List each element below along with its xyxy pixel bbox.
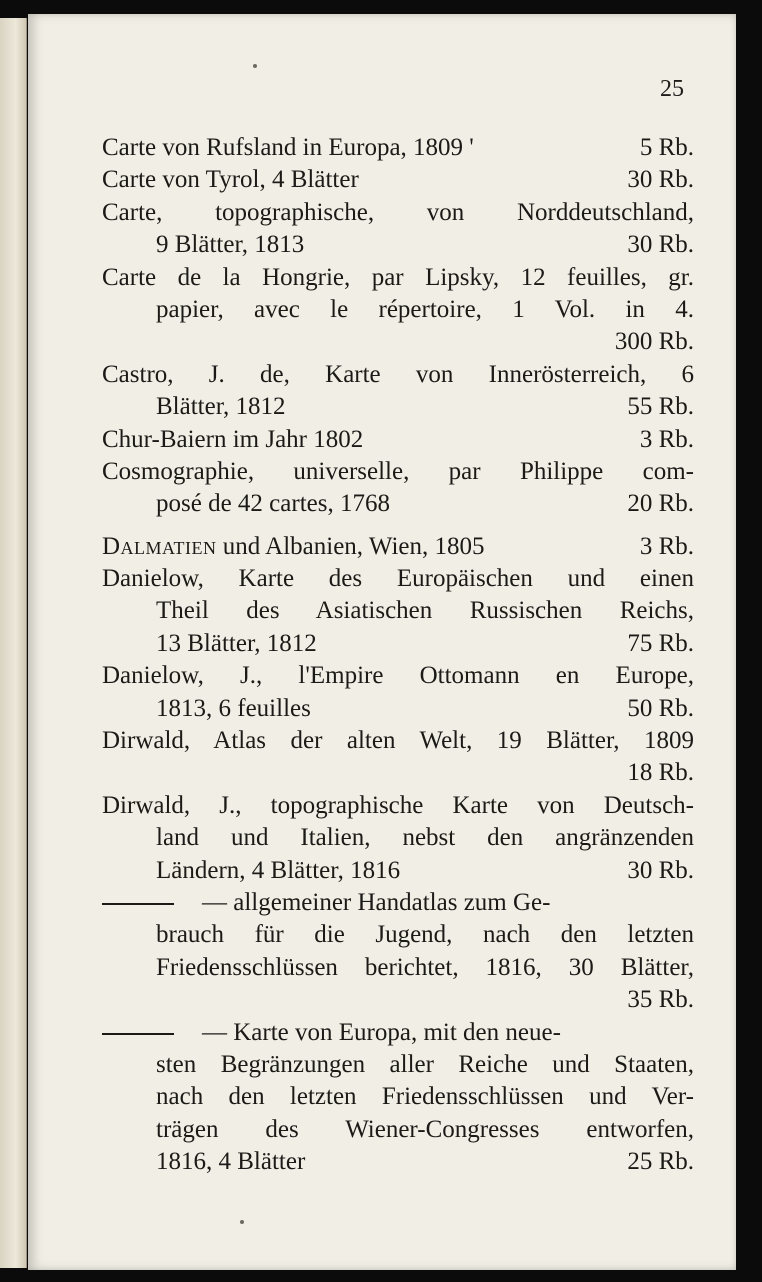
entry-line (102, 563, 694, 595)
page-number: 25 (660, 76, 684, 102)
entry-text: 1813, 6 feuilles (156, 694, 311, 722)
entry-line (102, 628, 694, 660)
entry-line (102, 1081, 694, 1113)
entry-line (102, 326, 694, 358)
catalog-entries (102, 132, 694, 1179)
entry-line (102, 919, 694, 951)
entry-text: Chur-Baiern im Jahr 1802 (102, 425, 364, 453)
catalog-entry (102, 359, 694, 424)
entry-price: 5 Rb. (639, 134, 694, 161)
entry-price: 35 Rb. (627, 986, 694, 1014)
entry-text: 1816, 4 Blätter (156, 1148, 306, 1176)
entry-price: 3 Rb. (639, 532, 694, 560)
entry-line (102, 531, 694, 563)
entry-text: Danielow, J., l'Empire Ottomann en Europe, (102, 662, 694, 690)
entry-price: 20 Rb. (627, 490, 694, 518)
entry-line (102, 132, 694, 164)
entry-line (102, 887, 694, 919)
entry-line (102, 984, 694, 1016)
entry-text: brauch für die Jugend, nach den letzten (156, 921, 694, 949)
ditto-rule (102, 1033, 174, 1035)
entry-line (102, 294, 694, 326)
entry-text: Carte von Rufsland in Europa, 1809 ' (102, 134, 474, 161)
catalog-entry (102, 164, 694, 196)
entry-text: Carte de la Hongrie, par Lipsky, 12 feuilles, gr. (102, 263, 694, 291)
entry-price: 30 Rb. (627, 166, 694, 194)
entry-line (102, 488, 694, 520)
catalog-entry (102, 660, 694, 725)
entry-price: 30 Rb. (627, 231, 694, 259)
entry-price: 25 Rb. (627, 1148, 694, 1176)
entry-text (102, 887, 550, 919)
catalog-entry (102, 725, 694, 790)
entry-line (102, 1017, 694, 1049)
entry-text: 13 Blätter, 1812 (156, 629, 317, 657)
entry-line (102, 790, 694, 822)
catalog-entry (102, 887, 694, 1017)
entry-line (102, 359, 694, 391)
paper-speck (240, 1220, 244, 1224)
entry-text: Carte, topographische, von Norddeutschland, (102, 198, 694, 226)
entry-text: nach den letzten Friedensschlüssen und Ver- (156, 1083, 694, 1111)
ditto-rule (102, 903, 174, 905)
entry-line (102, 456, 694, 488)
entry-text: Cosmographie, universelle, par Philippe com- (102, 457, 694, 485)
entry-price: 18 Rb. (627, 759, 694, 787)
entry-line (102, 822, 694, 854)
entry-text-rest: — allgemeiner Handatlas zum Ge- (202, 888, 551, 916)
entry-text: papier, avec le répertoire, 1 Vol. in 4. (156, 295, 694, 323)
entry-line (102, 197, 694, 229)
catalog-entry (102, 1017, 694, 1179)
entry-line (102, 855, 694, 887)
catalog-entry (102, 424, 694, 456)
entry-text: Carte von Tyrol, 4 Blätter (102, 166, 359, 194)
entry-price: 300 Rb. (614, 328, 694, 356)
entry-text (102, 531, 485, 563)
entry-line (102, 1146, 694, 1178)
entry-line (102, 262, 694, 294)
entry-line (102, 693, 694, 725)
entry-line (102, 660, 694, 692)
entry-text: Danielow, Karte des Europäischen und einen (102, 565, 694, 593)
catalog-entry (102, 563, 694, 660)
entry-price: 55 Rb. (627, 393, 694, 421)
entry-price: 3 Rb. (639, 425, 694, 453)
catalog-entry (102, 197, 694, 262)
entry-line (102, 757, 694, 789)
entry-text: posé de 42 cartes, 1768 (156, 490, 390, 518)
entry-line (102, 391, 694, 423)
entry-line (102, 725, 694, 757)
entry-text: Ländern, 4 Blätter, 1816 (156, 856, 401, 884)
entry-text: Dirwald, Atlas der alten Welt, 19 Blätter, 1809 (102, 727, 694, 755)
entry-line (102, 952, 694, 984)
catalog-entry (102, 132, 694, 164)
entry-text: Dirwald, J., topographische Karte von Deutsch- (102, 791, 694, 819)
entry-line (102, 424, 694, 456)
facing-page-edge (0, 18, 27, 1268)
entry-line (102, 595, 694, 627)
entry-line (102, 229, 694, 261)
entry-text-rest: und Albanien, Wien, 1805 (222, 532, 485, 560)
entry-text (102, 1017, 561, 1049)
entry-line (102, 164, 694, 196)
entry-line (102, 1114, 694, 1146)
entry-price: 75 Rb. (627, 629, 694, 657)
entry-text: trägen des Wiener-Congresses entworfen, (156, 1115, 694, 1143)
entry-line (102, 1049, 694, 1081)
entry-text: Friedensschlüssen berichtet, 1816, 30 Blätter, (156, 953, 694, 981)
entry-price: 50 Rb. (627, 694, 694, 722)
catalog-entry (102, 456, 694, 521)
entry-price: 30 Rb. (627, 856, 694, 884)
entry-text: Castro, J. de, Karte von Innerösterreich, 6 (102, 360, 694, 388)
entry-lead-word: Dalmatien (102, 532, 217, 560)
paper-speck (253, 64, 257, 68)
entry-text: sten Begränzungen aller Reiche und Staaten, (156, 1050, 694, 1078)
catalog-entry (102, 790, 694, 887)
entry-text: land und Italien, nebst den angränzenden (156, 824, 694, 852)
entry-text: 9 Blätter, 1813 (156, 231, 305, 259)
entry-text: Blätter, 1812 (156, 393, 286, 421)
entry-text: Theil des Asiatischen Russischen Reichs, (156, 597, 694, 625)
catalog-entry (102, 531, 694, 563)
catalog-entry (102, 262, 694, 359)
entry-text-rest: — Karte von Europa, mit den neue- (202, 1018, 561, 1046)
